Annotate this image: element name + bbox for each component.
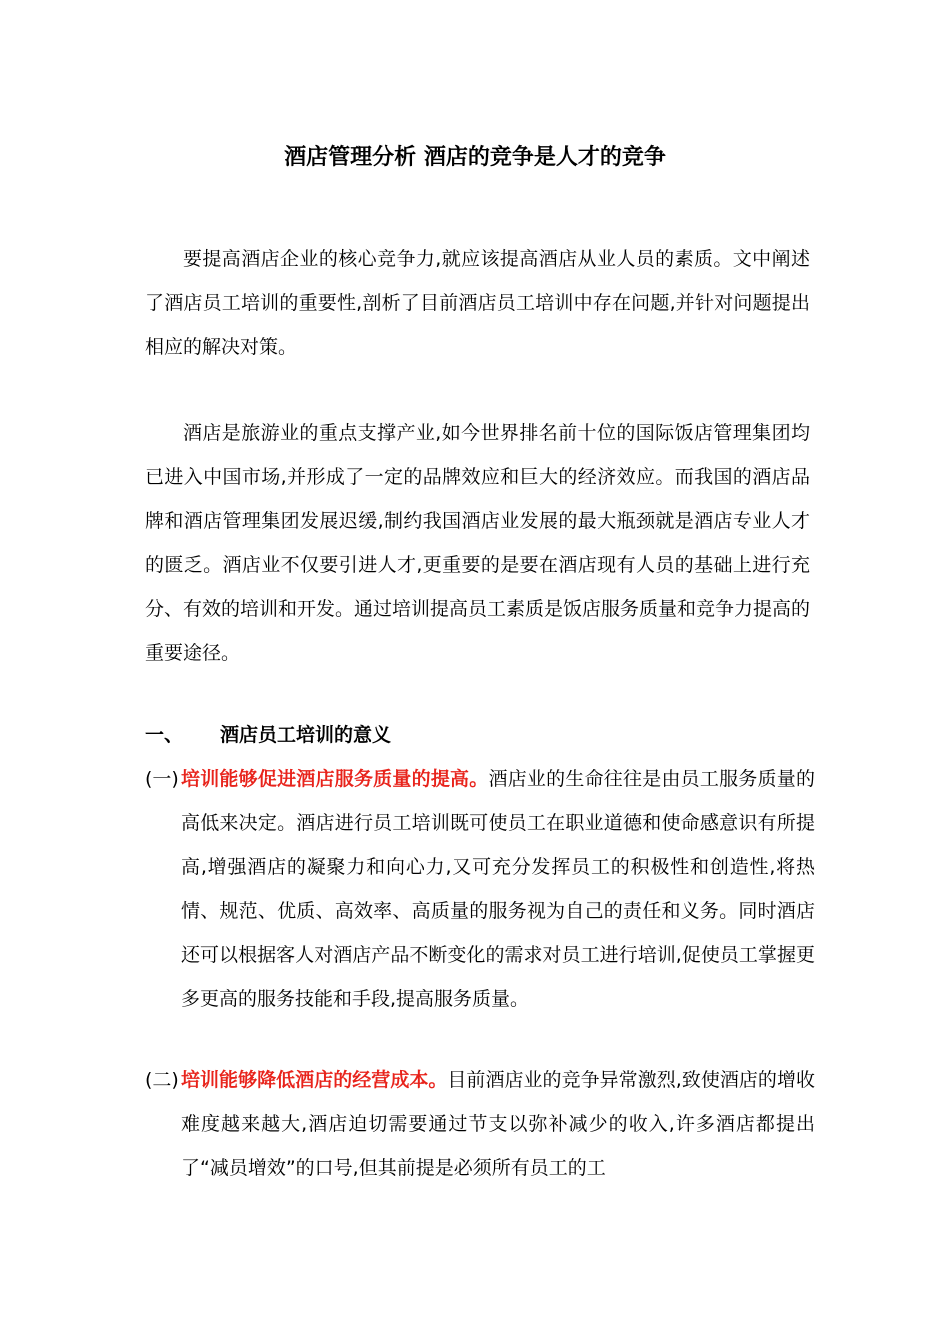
document-title: 酒店管理分析 酒店的竞争是人才的竞争 [284, 145, 666, 170]
section-title: 酒店员工培训的意义 [220, 724, 392, 746]
list-item-marker: (一) [145, 768, 179, 790]
section-number: 一、 [145, 724, 184, 746]
list-item-body [181, 757, 815, 1021]
list-item-highlight: 培训能够降低酒店的经营成本。 [181, 1069, 448, 1091]
list-item-text: 酒店业的生命往往是由员工服务质量的高低来决定。酒店进行员工培训既可使员工在职业道德和使命感意识有所提高,增强酒店的凝聚力和向心力,又可充分发挥员工的积极性和创造性,将热情、规范、优质、高效率、高质量的服务视为自己的责任和义务。同时酒店还可以根据客人对酒店产品不断变化的需求对员工进行培训,促使员工掌握更多更高的服务技能和手段,提高服务质量。 [181, 768, 815, 1010]
intro-paragraph: 要提高酒店企业的核心竞争力,就应该提高酒店从业人员的素质。文中阐述了酒店员工培训的重要性,剖析了目前酒店员工培训中存在问题,并针对问题提出相应的解决对策。 [145, 248, 810, 358]
list-item-marker: (二) [145, 1069, 179, 1091]
list-item [145, 1058, 815, 1190]
section-heading [145, 715, 391, 755]
list-item [145, 757, 815, 1021]
list-item-highlight: 培训能够促进酒店服务质量的提高。 [181, 768, 489, 790]
list-item-body [181, 1058, 815, 1190]
list-item-text: 目前酒店业的竞争异常激烈,致使酒店的增收难度越来越大,酒店迫切需要通过节支以弥补减少的收入,许多酒店都提出了“减员增效”的口号,但其前提是必须所有员工的工 [181, 1069, 815, 1179]
background-paragraph: 酒店是旅游业的重点支撑产业,如今世界排名前十位的国际饭店管理集团均已进入中国市场,并形成了一定的品牌效应和巨大的经济效应。而我国的酒店品牌和酒店管理集团发展迟缓,制约我国酒店业发展的最大瓶颈就是酒店专业人才的匮乏。酒店业不仅要引进人才,更重要的是要在酒店现有人员的基础上进行充分、有效的培训和开发。通过培训提高员工素质是饭店服务质量和竞争力提高的重要途径。 [145, 422, 811, 664]
